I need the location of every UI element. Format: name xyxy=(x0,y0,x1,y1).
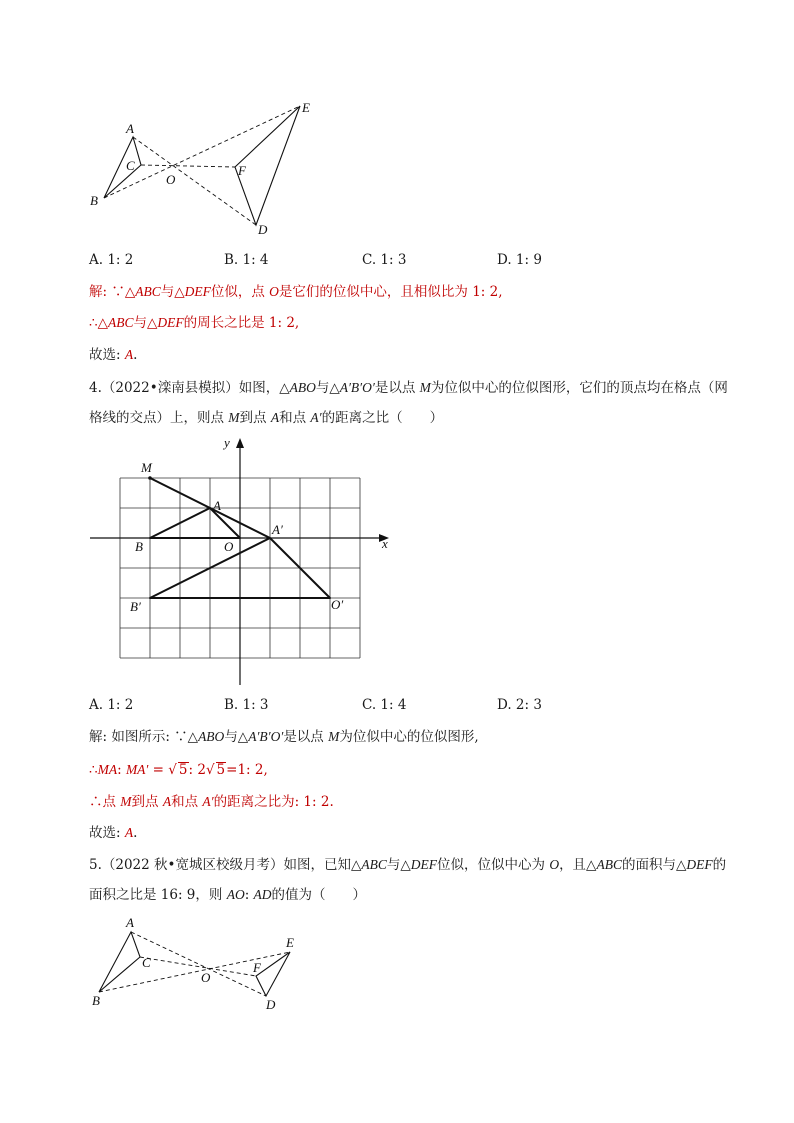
q3-solution-line2: ∴△ABC与△DEF的周长之比是 1: 2, xyxy=(89,315,300,331)
q4-solution-line2: ∴MA: MA′ = √ 5: 2√ 5=1: 2, xyxy=(89,762,268,778)
triangle-abc xyxy=(99,932,140,992)
label-c: C xyxy=(126,158,135,173)
label-y: y xyxy=(224,435,230,450)
q4-option-d[interactable]: D. 2: 3 xyxy=(497,697,542,713)
label-o-prime: O′ xyxy=(331,597,344,612)
triangle-abo xyxy=(150,508,240,538)
q4-option-c[interactable]: C. 1: 4 xyxy=(362,697,407,713)
label-o: O xyxy=(224,539,234,554)
q3-option-a[interactable]: A. 1: 2 xyxy=(89,252,134,268)
q3-answer: 故选: A. xyxy=(89,347,138,363)
label-a: A xyxy=(126,915,134,930)
label-x: x xyxy=(382,536,388,551)
triangle-abc xyxy=(104,137,141,198)
q4-option-a[interactable]: A. 1: 2 xyxy=(89,697,134,713)
q4-solution-line1: 解: 如图所示: ∵△ABO与△A′B′O′是以点 M为位似中心的位似图形, xyxy=(89,729,479,745)
point-m xyxy=(148,476,152,480)
label-b: B xyxy=(90,193,98,208)
label-e: E xyxy=(286,935,294,950)
triangle-def xyxy=(256,952,290,996)
label-b-prime: B′ xyxy=(130,599,141,614)
label-a-prime: A′ xyxy=(272,522,283,537)
dash-line-ad xyxy=(131,932,266,996)
label-a: A xyxy=(213,498,221,513)
label-m: M xyxy=(141,460,152,475)
label-c: C xyxy=(142,955,151,970)
label-a: A xyxy=(126,121,134,136)
q4-option-b[interactable]: B. 1: 3 xyxy=(224,697,269,713)
figure-3-similar-triangles xyxy=(85,912,315,1017)
sqrt-symbol: √ xyxy=(168,762,177,778)
q3-option-c[interactable]: C. 1: 3 xyxy=(362,252,407,268)
q3-option-b[interactable]: B. 1: 4 xyxy=(224,252,269,268)
q4-solution-line3: ∴点 M到点 A和点 A′的距离之比为: 1: 2. xyxy=(89,794,334,810)
figure-2-coordinate-grid xyxy=(85,430,405,690)
label-d: D xyxy=(266,997,276,1012)
label-e: E xyxy=(302,100,310,115)
dash-line-cf xyxy=(140,957,256,976)
label-b: B xyxy=(92,993,100,1008)
q5-stem-line2: 面积之比是 16: 9，则 AO: AD的值为（ ） xyxy=(89,887,367,903)
q3-solution-line1: 解: ∵△ABC与△DEF位似，点 O是它们的位似中心，且相似比为 1: 2, xyxy=(89,284,503,300)
axes xyxy=(90,438,389,685)
figure-1-similar-triangles xyxy=(80,95,330,245)
q5-stem-line1: 5.（2022 秋•宽城区校级月考）如图，已知△ABC与△DEF位似，位似中心为 O，且△ABC的面积与△DEF的 xyxy=(89,857,727,873)
q4-stem-line2: 格线的交点）上，则点 M到点 A和点 A′的距离之比（ ） xyxy=(89,410,444,426)
dash-line-ad xyxy=(133,137,256,225)
q4-stem-line1: 4.（2022•滦南县模拟）如图，△ABO与△A′B′O′是以点 M为位似中心的位似图形，它们的顶点均在格点（网 xyxy=(89,380,728,396)
label-o: O xyxy=(201,970,211,985)
q4-answer: 故选: A. xyxy=(89,825,138,841)
label-d: D xyxy=(258,222,268,237)
label-o: O xyxy=(166,172,176,187)
label-f: F xyxy=(253,960,261,975)
label-b: B xyxy=(135,539,143,554)
label-f: F xyxy=(238,163,246,178)
q3-option-d[interactable]: D. 1: 9 xyxy=(497,252,542,268)
dash-line-cf xyxy=(141,165,235,167)
